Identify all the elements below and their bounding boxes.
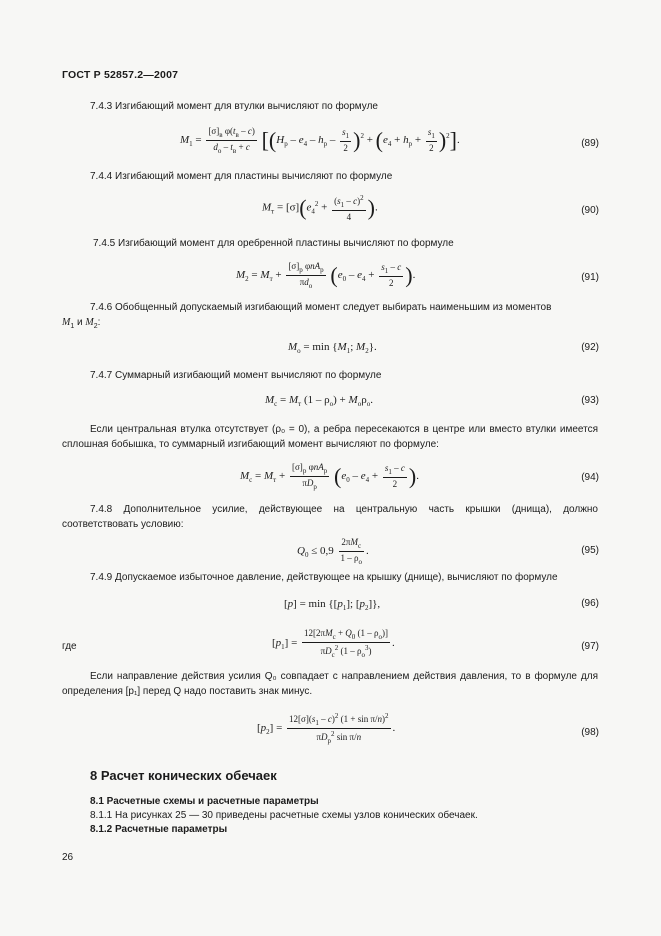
subsection-8-1: 8.1 Расчетные схемы и расчетные параметры <box>90 796 319 807</box>
equation-number-98: (98) <box>581 727 599 738</box>
paragraph-7-4-7-no-hub: Если центральная втулка отсутствует (ρ₀ = 0), а ребра пересекаются в центре или вместо втулки имеется сплошная бобышка, то суммарный изгибающий момент вычисляют по формуле: <box>62 424 598 450</box>
formula-89: $M_1$ = $\frac{[\sigma]_в \varphi(t_в - c)}{d_о - t_в + c}$ [($H_р - e_4 - h_р$ – $\frac{s_1}{2}$ )$^2 + (e_4 + h_р$ + $\frac{s_1}{2}$ )$^2$]. <box>180 126 460 155</box>
formula-95: $Q_0 \le 0,9$ $\frac{2\pi M_с}{1 - \rho_о}$ . <box>297 537 369 566</box>
paragraph-7-4-7: 7.4.7 Суммарный изгибающий момент вычисляют по формуле <box>90 370 382 381</box>
equation-number-92: (92) <box>581 342 599 353</box>
formula-90: $M_т = [\sigma](e_4^2$ + $\frac{(s_1 - c)^2}{4}$ ). <box>262 194 378 222</box>
formula-92: $M_о = \min \{M_1$; $M_2$}. <box>288 341 377 356</box>
equation-number-97: (97) <box>581 641 599 652</box>
page-number: 26 <box>62 852 74 863</box>
paragraph-7-4-4: 7.4.4 Изгибающий момент для пластины вычисляют по формуле <box>90 171 393 182</box>
where-label: где <box>62 641 77 652</box>
equation-number-94: (94) <box>581 472 599 483</box>
paragraph-7-4-6-continuation: $M_1$ и $M_2$: <box>62 317 101 330</box>
equation-number-93: (93) <box>581 395 599 406</box>
paragraph-8-1-1: 8.1.1 На рисунках 25 — 30 приведены расчетные схемы узлов конических обечаек. <box>90 810 478 821</box>
paragraph-7-4-3: 7.4.3 Изгибающий момент для втулки вычисляют по формуле <box>90 101 378 112</box>
equation-number-95: (95) <box>581 545 599 556</box>
equation-number-91: (91) <box>581 272 599 283</box>
subsection-8-1-2: 8.1.2 Расчетные параметры <box>90 824 228 835</box>
formula-94: $M_с = M_т$ + $\frac{[\sigma]_р \varphi nA_р}{\pi D_р}$ ($e_0 - e_4$ + $\frac{s_1 - c}{2}$ ). <box>240 462 419 491</box>
paragraph-7-4-5: 7.4.5 Изгибающий момент для оребренной пластины вычисляют по формуле <box>93 238 454 249</box>
equation-number-90: (90) <box>581 205 599 216</box>
formula-97: $[p_1]$ = $\frac{12[2\pi M_с + Q_0 (1 - \rho_о)]}{\pi D_с^2 (1 - \rho_о^3)}$ . <box>272 628 395 659</box>
section-8-heading: 8 Расчет конических обечаек <box>90 768 277 783</box>
paragraph-7-4-9: 7.4.9 Допускаемое избыточное давление, действующее на крышку (днище), вычисляют по формуле <box>90 572 558 583</box>
paragraph-7-4-9-note: Если направление действия усилия Q₀ совпадает с направлением действия давления, то в формуле для определения [p₁] перед Q надо поставить знак минус. <box>62 671 598 697</box>
equation-number-89: (89) <box>581 138 599 149</box>
formula-93: $M_с = M_т$ $(1 - \rho_о) + M_о\rho_о$. <box>265 394 373 409</box>
formula-96: $[p] = \min \{[p_1]$; $[p_2]$}, <box>284 598 381 613</box>
formula-98: $[p_2]$ = $\frac{12[\sigma](s_1 - c)^2 (1 + \sin \pi/n)^2}{\pi D_р^2 \sin \pi/n}$ . <box>257 712 396 745</box>
paragraph-7-4-8: 7.4.8 Дополнительное усилие, действующее на центральную часть крышки (днища), должно соответствовать условию: <box>62 504 598 530</box>
paragraph-7-4-6: 7.4.6 Обобщенный допускаемый изгибающий момент следует выбирать наименьшим из моментов <box>90 302 552 313</box>
equation-number-96: (96) <box>581 598 599 609</box>
page-header: ГОСТ Р 52857.2—2007 <box>62 69 179 81</box>
formula-91: $M_2 = M_т$ + $\frac{[\sigma]_р \varphi nA_р}{\pi d_о}$ ($e_0 - e_4$ + $\frac{s_1 - c}{2}$ ). <box>236 261 416 290</box>
